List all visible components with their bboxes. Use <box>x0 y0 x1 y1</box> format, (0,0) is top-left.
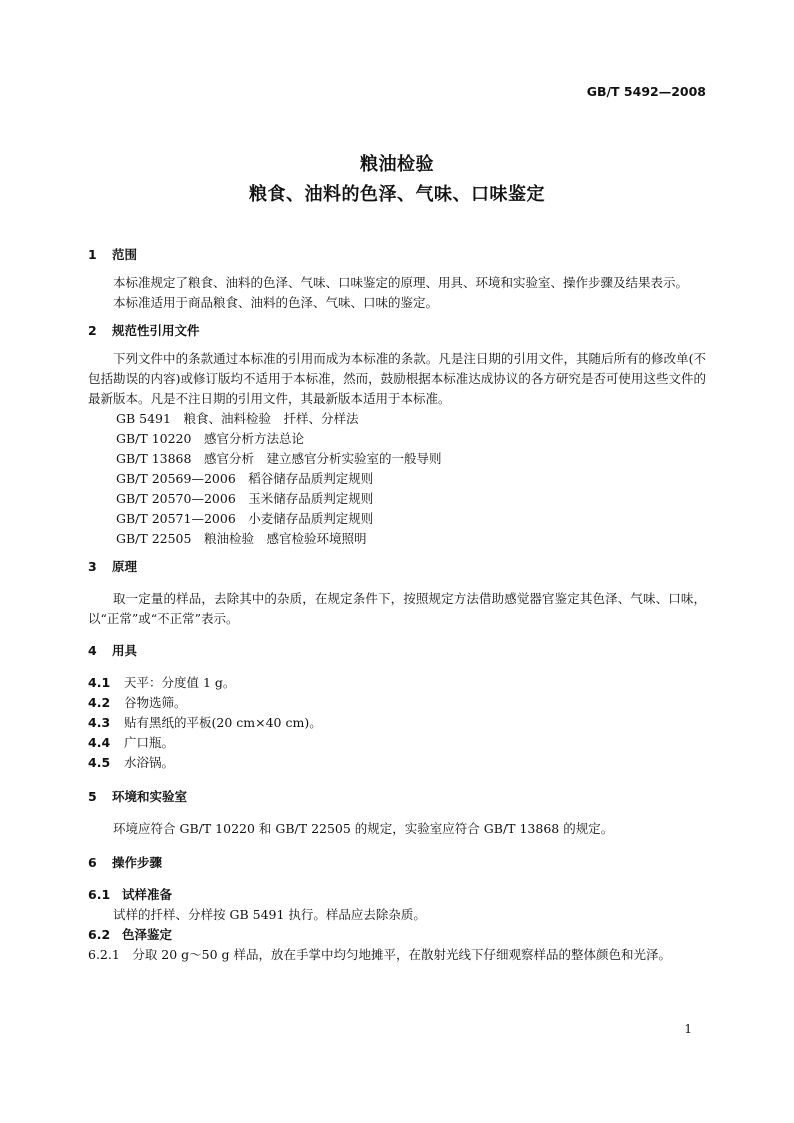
section-title: 用具 <box>112 643 138 658</box>
reference-item: GB/T 22505 粮油检验 感官检验环境照明 <box>116 531 367 546</box>
section-1-paragraph-2: 本标准适用于商品粮食、油料的色泽、气味、口味的鉴定。 <box>113 295 439 310</box>
section-5-heading <box>88 787 706 807</box>
section-1-heading <box>88 245 706 265</box>
tool-item <box>88 693 706 713</box>
item-text: 广口瓶。 <box>124 735 175 750</box>
page-number: 1 <box>684 1022 692 1036</box>
subsection-number: 6.1 <box>88 887 111 902</box>
section-3-paragraph-1: 取一定量的样品，去除其中的杂质，在规定条件下，按照规定方法借助感觉器官鉴定其色泽、气味、口味，以“正常”或“不正常”表示。 <box>88 591 706 626</box>
reference-item: GB/T 20569—2006 稻谷储存品质判定规则 <box>116 471 374 486</box>
section-5-paragraph-1: 环境应符合 GB/T 10220 和 GB/T 22505 的规定，实验室应符合 GB/T 13868 的规定。 <box>113 821 614 836</box>
document-body <box>88 245 706 965</box>
section-title: 原理 <box>112 559 138 574</box>
subsection-6-1-heading <box>88 885 706 905</box>
section-4-heading <box>88 641 706 661</box>
section-title: 环境和实验室 <box>112 789 188 804</box>
item-text: 谷物选筛。 <box>124 695 187 710</box>
section-number: 1 <box>88 247 97 262</box>
subsection-number: 6.2 <box>88 927 111 942</box>
section-title: 操作步骤 <box>112 855 163 870</box>
section-2-heading <box>88 321 706 341</box>
item-text: 贴有黑纸的平板(20 cm×40 cm)。 <box>124 715 322 730</box>
section-2-paragraph-1: 下列文件中的条款通过本标准的引用而成为本标准的条款。凡是注日期的引用文件，其随后所有的修改单(不包括勘误的内容)或修订版均不适用于本标准，然而，鼓励根据本标准达成协议的各方研究是否可使用这些文件的最新版本。凡是不注日期的引用文件，其最新版本适用于本标准。 <box>88 351 706 406</box>
tool-item <box>88 733 706 753</box>
reference-item: GB 5491 粮食、油料检验 扦样、分样法 <box>116 411 359 426</box>
tool-item <box>88 713 706 733</box>
subsection-title: 色泽鉴定 <box>122 927 173 942</box>
title-line-2: 粮食、油料的色泽、气味、口味鉴定 <box>249 184 545 205</box>
section-3-heading <box>88 557 706 577</box>
section-6-heading <box>88 853 706 873</box>
title-line-1: 粮油检验 <box>360 154 434 175</box>
standard-number: GB/T 5492—2008 <box>586 84 706 99</box>
item-number: 4.5 <box>88 755 111 770</box>
tool-item <box>88 753 706 773</box>
reference-item: GB/T 20571—2006 小麦储存品质判定规则 <box>116 511 374 526</box>
item-number: 4.2 <box>88 695 111 710</box>
item-text: 天平：分度值 1 g。 <box>124 675 236 690</box>
section-title: 规范性引用文件 <box>112 323 200 338</box>
document-title <box>0 150 794 210</box>
section-title: 范围 <box>112 247 138 262</box>
reference-item: GB/T 20570—2006 玉米储存品质判定规则 <box>116 491 374 506</box>
subsection-title: 试样准备 <box>122 887 173 902</box>
section-1-paragraph-1: 本标准规定了粮食、油料的色泽、气味、口味鉴定的原理、用具、环境和实验室、操作步骤及结果表示。 <box>113 275 689 290</box>
subsection-6-1-paragraph: 试样的扦样、分样按 GB 5491 执行。样品应去除杂质。 <box>113 907 426 922</box>
reference-item: GB/T 13868 感官分析 建立感官分析实验室的一般导则 <box>116 451 442 466</box>
clause-number: 6.2.1 <box>88 947 120 962</box>
section-number: 4 <box>88 643 97 658</box>
section-number: 2 <box>88 323 97 338</box>
subsection-6-2-heading <box>88 925 706 945</box>
clause-text: 分取 20 g～50 g 样品，放在手掌中均匀地摊平，在散射光线下仔细观察样品的整体颜色和光泽。 <box>132 947 672 962</box>
reference-item: GB/T 10220 感官分析方法总论 <box>116 431 304 446</box>
section-number: 5 <box>88 789 97 804</box>
section-number: 3 <box>88 559 97 574</box>
clause-6-2-1 <box>88 945 706 965</box>
item-number: 4.1 <box>88 675 111 690</box>
section-number: 6 <box>88 855 97 870</box>
item-number: 4.4 <box>88 735 111 750</box>
item-number: 4.3 <box>88 715 111 730</box>
tool-item <box>88 673 706 693</box>
item-text: 水浴锅。 <box>124 755 175 770</box>
